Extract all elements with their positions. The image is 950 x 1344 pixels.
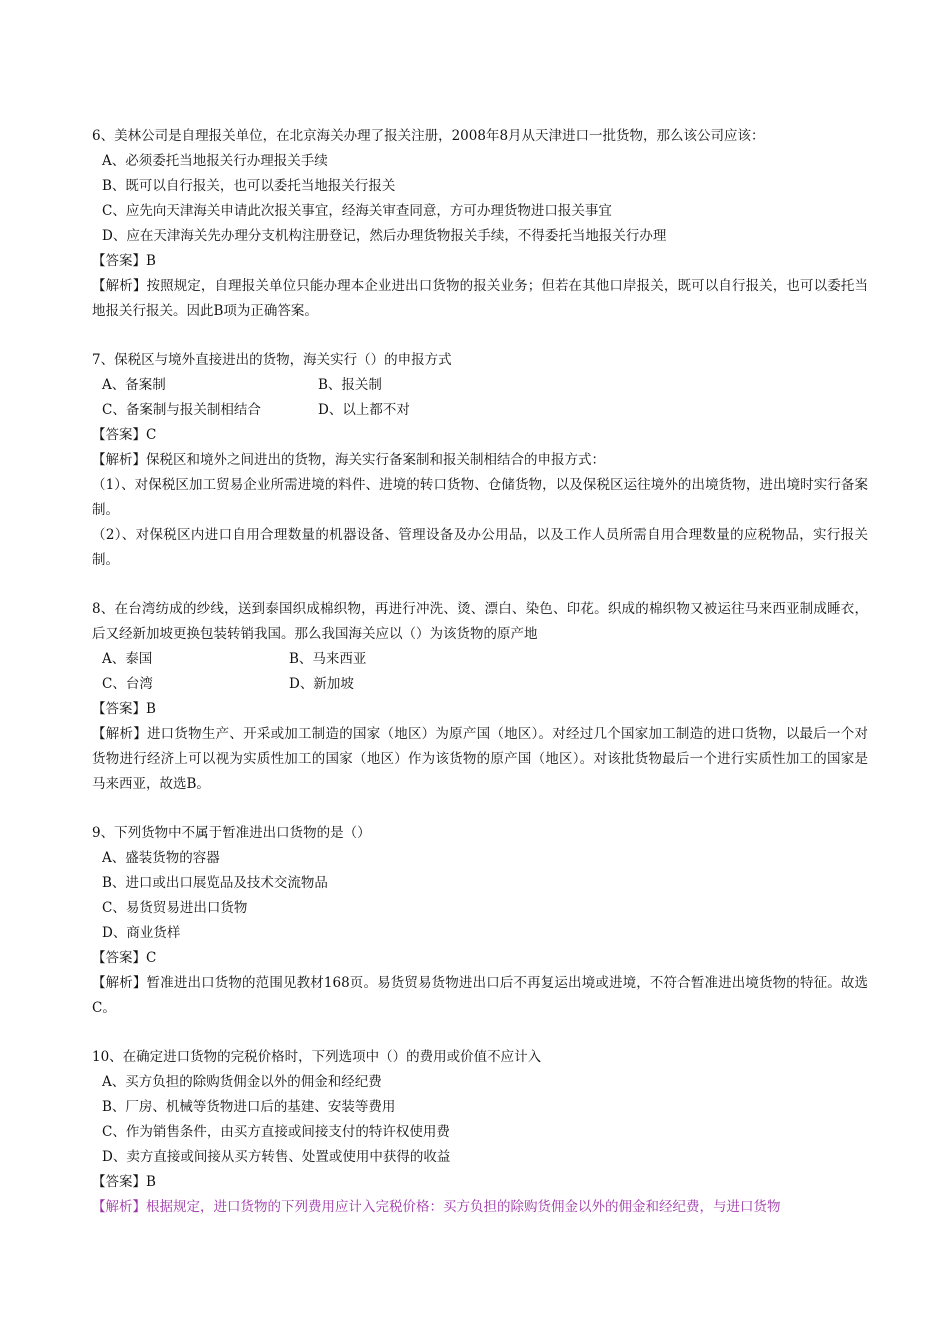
question-stem: 7、保税区与境外直接进出的货物，海关实行（）的申报方式: [92, 352, 452, 368]
document-page: [92, 124, 868, 1220]
option-row: [92, 373, 868, 398]
option-b: B、报关制: [318, 377, 382, 393]
analysis-item: （1）、对保税区加工贸易企业所需进境的料件、进境的转口货物、仓储货物，以及保税区运往境外的出境货物，进出境时实行备案制。: [92, 477, 868, 518]
question-9: [92, 821, 868, 1021]
analysis: 【解析】按照规定，自理报关单位只能办理本企业进出口货物的报关业务；但若在其他口岸报关，既可以自行报关，也可以委托当地报关行报关。因此B项为正确答案。: [92, 278, 868, 319]
spacer: [92, 1021, 868, 1045]
option-d: D、商业货样: [102, 925, 181, 941]
option-row: [92, 398, 868, 423]
answer: 【答案】B: [92, 253, 156, 269]
answer: 【答案】B: [92, 1174, 156, 1190]
question-stem: 6、美林公司是自理报关单位，在北京海关办理了报关注册，2008年8月从天津进口一批货物，那么该公司应该：: [92, 128, 765, 144]
option-c: C、易货贸易进出口货物: [102, 900, 248, 916]
answer: 【答案】C: [92, 950, 157, 966]
option-c: C、作为销售条件，由买方直接或间接支付的特许权使用费: [102, 1124, 450, 1140]
analysis-item: （2）、对保税区内进口自用合理数量的机器设备、管理设备及办公用品，以及工作人员所需自用合理数量的应税物品，实行报关制。: [92, 527, 868, 568]
option-b: B、进口或出口展览品及技术交流物品: [102, 875, 328, 891]
analysis: 【解析】保税区和境外之间进出的货物，海关实行备案制和报关制相结合的申报方式：: [92, 452, 605, 468]
option-d: D、新加坡: [289, 676, 354, 692]
spacer: [92, 797, 868, 821]
question-6: [92, 124, 868, 324]
question-stem: 8、在台湾纺成的纱线，送到泰国织成棉织物，再进行冲洗、烫、漂白、染色、印花。织成的棉织物又被运往马来西亚制成睡衣，后又经新加坡更换包装转销我国。那么我国海关应以（）为该货物的原产地: [92, 601, 868, 642]
analysis: 【解析】暂准进出口货物的范围见教材168页。易货贸易货物进出口后不再复运出境或进境，不符合暂准进出境货物的特征。故选C。: [92, 975, 868, 1016]
option-a: A、买方负担的除购货佣金以外的佣金和经纪费: [102, 1074, 382, 1090]
question-8: [92, 597, 868, 797]
question-10: [92, 1045, 868, 1220]
option-b: B、马来西亚: [289, 651, 367, 667]
answer: 【答案】C: [92, 427, 157, 443]
answer: 【答案】B: [92, 701, 156, 717]
question-stem: 10、在确定进口货物的完税价格时，下列选项中（）的费用或价值不应计入: [92, 1049, 542, 1065]
question-7: [92, 348, 868, 573]
question-stem: 9、下列货物中不属于暂准进出口货物的是（）: [92, 825, 371, 841]
option-d: D、卖方直接或间接从买方转售、处置或使用中获得的收益: [102, 1149, 451, 1165]
option-b: B、既可以自行报关，也可以委托当地报关行报关: [102, 178, 396, 194]
option-a: A、必须委托当地报关行办理报关手续: [102, 153, 328, 169]
option-a: A、备案制: [102, 377, 166, 393]
spacer: [92, 573, 868, 597]
option-row: [92, 672, 868, 697]
option-c: C、台湾: [102, 676, 153, 692]
spacer: [92, 324, 868, 348]
option-a: A、泰国: [102, 651, 153, 667]
option-d: D、以上都不对: [318, 402, 410, 418]
analysis: 【解析】进口货物生产、开采或加工制造的国家（地区）为原产国（地区）。对经过几个国家加工制造的进口货物，以最后一个对货物进行经济上可以视为实质性加工的国家（地区）作为该货物的原产国（地区）。对该批货物最后一个进行实质性加工的国家是马来西亚，故选B。: [92, 726, 868, 792]
option-c: C、应先向天津海关申请此次报关事宜，经海关审查同意，方可办理货物进口报关事宜: [102, 203, 612, 219]
option-c: C、备案制与报关制相结合: [102, 402, 261, 418]
option-b: B、厂房、机械等货物进口后的基建、安装等费用: [102, 1099, 396, 1115]
option-d: D、应在天津海关先办理分支机构注册登记，然后办理货物报关手续，不得委托当地报关行办理: [102, 228, 667, 244]
option-a: A、盛装货物的容器: [102, 850, 220, 866]
analysis-highlighted: 【解析】根据规定，进口货物的下列费用应计入完税价格：买方负担的除购货佣金以外的佣金和经纪费，与进口货物: [92, 1199, 781, 1215]
option-row: [92, 647, 868, 672]
